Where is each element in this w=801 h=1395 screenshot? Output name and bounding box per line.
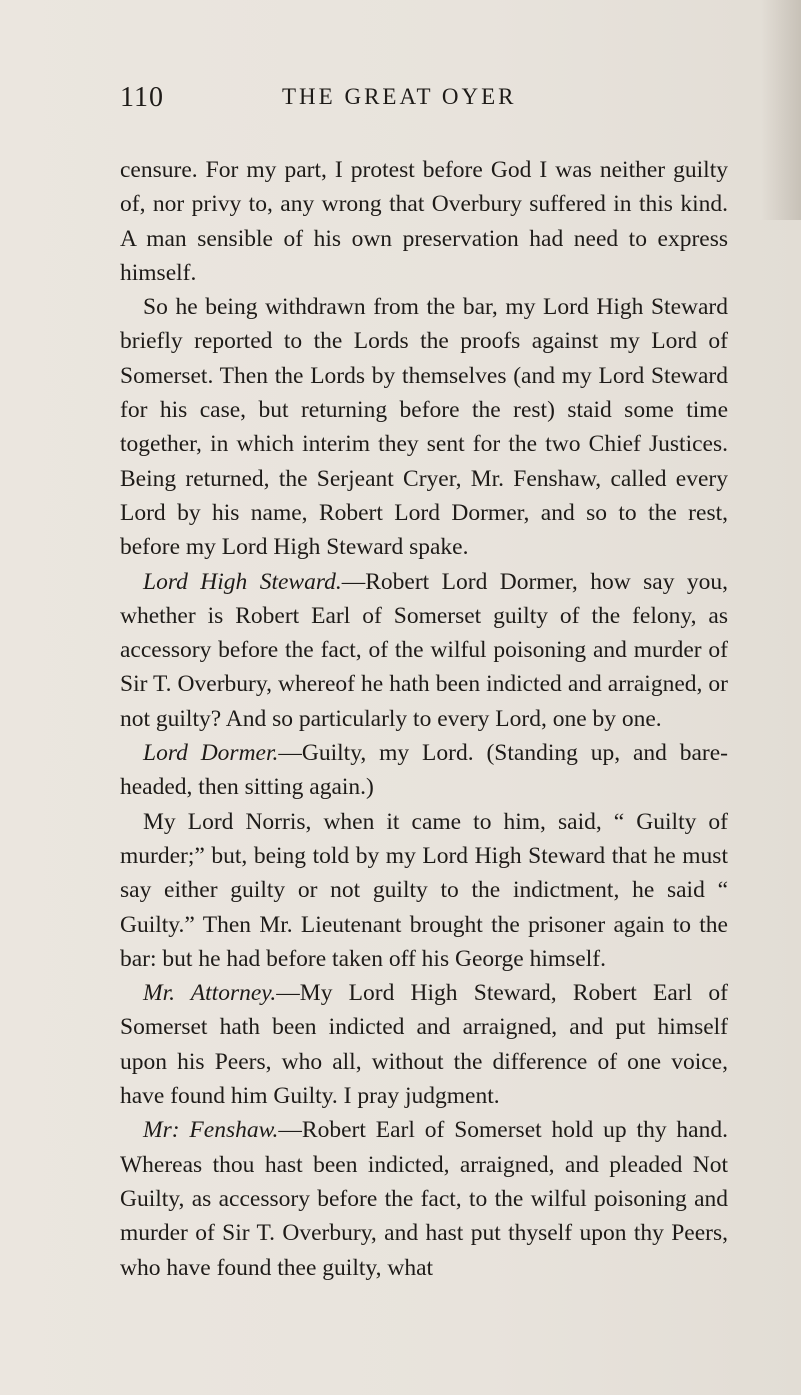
speaker-name: Mr: Fenshaw.	[143, 1117, 279, 1144]
body-text	[120, 153, 728, 1285]
paragraph	[120, 805, 728, 976]
paragraph-text: —Robert Lord Dormer, how say you, whether is Robert Earl of Somerset guilty of the felony, as accessory before the fact, of the wilful poisoning and murder of Sir T. Overbury, whereof he hath been indicted and arraigned, or not guilty? And so particularly to every Lord, one by one.	[120, 568, 729, 732]
page-header	[120, 82, 720, 122]
paragraph-text: —Robert Earl of Somerset hold up thy hand. Whereas thou hast been indicted, arraigned, and pleaded Not Guilty, as accessory before the fact, to the wilful poisoning and murder of Sir T. Overbury, and hast put thyself upon thy Peers, who have found thee guilty, what	[120, 1117, 728, 1281]
paragraph-text: My Lord Norris, when it came to him, said, “ Guilty of murder;” but, being told by my Lord High Steward that he must say either guilty or not guilty to the indictment, he said “ Guilty.” Then Mr. Lieutenant brought the prisoner again to the bar: but he had before taken off his George himself.	[120, 808, 728, 972]
speaker-name: Lord Dormer.	[143, 740, 279, 767]
paragraph	[120, 736, 728, 805]
paragraph	[120, 976, 728, 1113]
paragraph-text: censure. For my part, I protest before God I was neither guilty of, nor privy to, any wrong that Overbury suffered in this kind. A man sensible of his own preservation had need to express himself.	[120, 157, 728, 286]
paragraph	[120, 565, 728, 736]
paragraph-text: —My Lord High Steward, Robert Earl of Somerset hath been indicted and arraigned, and put himself upon his Peers, who all, without the difference of one voice, have found him Guilty. I pray judgment.	[120, 980, 728, 1110]
page-edge-shadow	[761, 0, 801, 220]
paragraph	[120, 153, 728, 290]
paragraph-text: So he being withdrawn from the bar, my Lord High Steward briefly reported to the Lords the proofs against my Lord of Somerset. Then the Lords by themselves (and my Lord Steward for his case, but returning before the rest) staid some time together, in which interim they sent for the two Chief Justices. Being returned, the Serjeant Cryer, Mr. Fenshaw, called every Lord by his name, Robert Lord Dormer, and so to the rest, before my Lord High Steward spake.	[120, 294, 728, 561]
speaker-name: Mr. Attorney.	[143, 980, 277, 1007]
paragraph-text: —Guilty, my Lord. (Standing up, and bare-headed, then sitting again.)	[120, 740, 728, 801]
speaker-name: Lord High Steward.	[143, 568, 342, 595]
paragraph	[120, 1113, 728, 1284]
paragraph	[120, 290, 728, 564]
page-number: 110	[120, 82, 164, 113]
running-title: THE GREAT OYER	[282, 84, 517, 109]
